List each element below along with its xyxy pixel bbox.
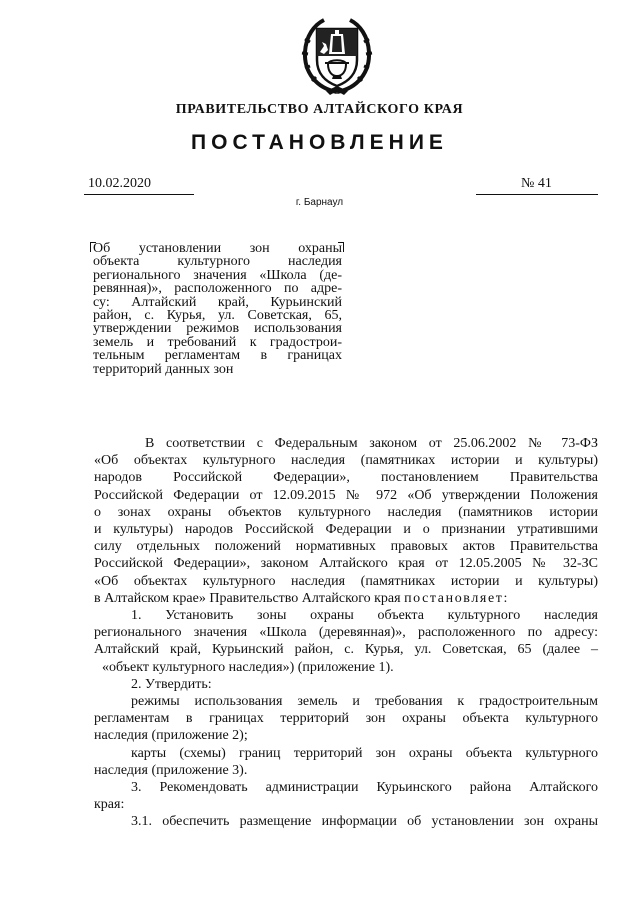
body-line: карты (схемы) границ территорий зон охраны объекта культурного <box>131 745 598 761</box>
clause-3: 3. Рекомендовать администрации Курьинского района Алтайского <box>131 780 598 796</box>
date-underline <box>84 194 194 195</box>
body-line: регионального значения «Школа (деревянная)», расположенного по адресу: <box>94 625 598 641</box>
body-line: и культуры) народов Российской Федерации и о признании утратившими <box>94 522 598 538</box>
document-type-title: ПОСТАНОВЛЕНИЕ <box>191 131 448 154</box>
subject-line: регионального значения «Школа (де- <box>93 267 342 283</box>
body-line: о зонах охраны объектов культурного наследия (памятников истории <box>94 504 598 520</box>
body-line: Российской Федерации», законом Алтайского края от 12.05.2005 № 32-ЗС <box>94 556 598 572</box>
subject-line: ревянная)», расположенного по адре- <box>93 281 342 297</box>
subject-line: утверждении режимов использования <box>93 321 342 337</box>
number-underline <box>476 194 598 195</box>
body-line: «Об объектах культурного наследия (памятниках истории и культуры) <box>94 453 598 469</box>
resolution-verb: постановляет: <box>404 590 509 606</box>
body-line: В соответствии с Федеральным законом от 25.06.2002 № 73-ФЗ <box>145 436 598 451</box>
body-line: силу отдельных положений нормативных правовых актов Правительства <box>94 539 598 555</box>
body-line: «Об объектах культурного наследия (памятниках истории и культуры) <box>94 573 598 589</box>
government-title: ПРАВИТЕЛЬСТВО АЛТАЙСКОГО КРАЯ <box>175 102 464 117</box>
subject-line: объекта культурного наследия <box>93 254 342 270</box>
body-line: края: <box>94 797 125 813</box>
body-line-text: в Алтайском крае» Правительство Алтайского края <box>94 590 401 606</box>
document-subject <box>93 242 342 376</box>
document-body <box>94 435 598 831</box>
body-line: регламентам в границах территорий зон охраны объекта культурного <box>94 711 598 727</box>
document-number: № 41 <box>521 176 552 191</box>
subject-line: земель и требований к градострои- <box>93 334 342 350</box>
subject-line: территорий данных зон <box>93 361 234 377</box>
subject-line: Об установлении зон охраны <box>93 241 342 256</box>
body-line: наследия (приложение 2); <box>94 728 248 744</box>
clause-3-1: 3.1. обеспечить размещение информации об установлении зон охраны <box>131 814 598 830</box>
body-line <box>94 590 598 607</box>
altai-krai-coat-of-arms-emblem <box>298 12 376 96</box>
document-date: 10.02.2020 <box>88 176 151 191</box>
body-line: наследия (приложение 3). <box>94 762 248 778</box>
body-line: народов Российской Федерации», постановлением Правительства <box>94 470 598 486</box>
body-line: Алтайский край, Курьинский район, с. Курья, ул. Советская, 65 (далее – <box>94 642 598 658</box>
clause-2: 2. Утвердить: <box>131 676 212 692</box>
clause-1: 1. Установить зоны охраны объекта культурного наследия <box>131 608 598 624</box>
subject-line: су: Алтайский край, Курьинский <box>93 294 342 310</box>
issue-city: г. Барнаул <box>295 197 344 208</box>
body-line: «объект культурного наследия») (приложение 1). <box>102 659 394 675</box>
subject-line: район, с. Курья, ул. Советская, 65, <box>93 308 342 324</box>
subject-line: тельным регламентам в границах <box>93 348 342 364</box>
body-line: режимы использования земель и требования к градостроительным <box>131 694 598 710</box>
body-line: Российской Федерации от 12.09.2015 № 972 «Об утверждении Положения <box>94 487 598 503</box>
